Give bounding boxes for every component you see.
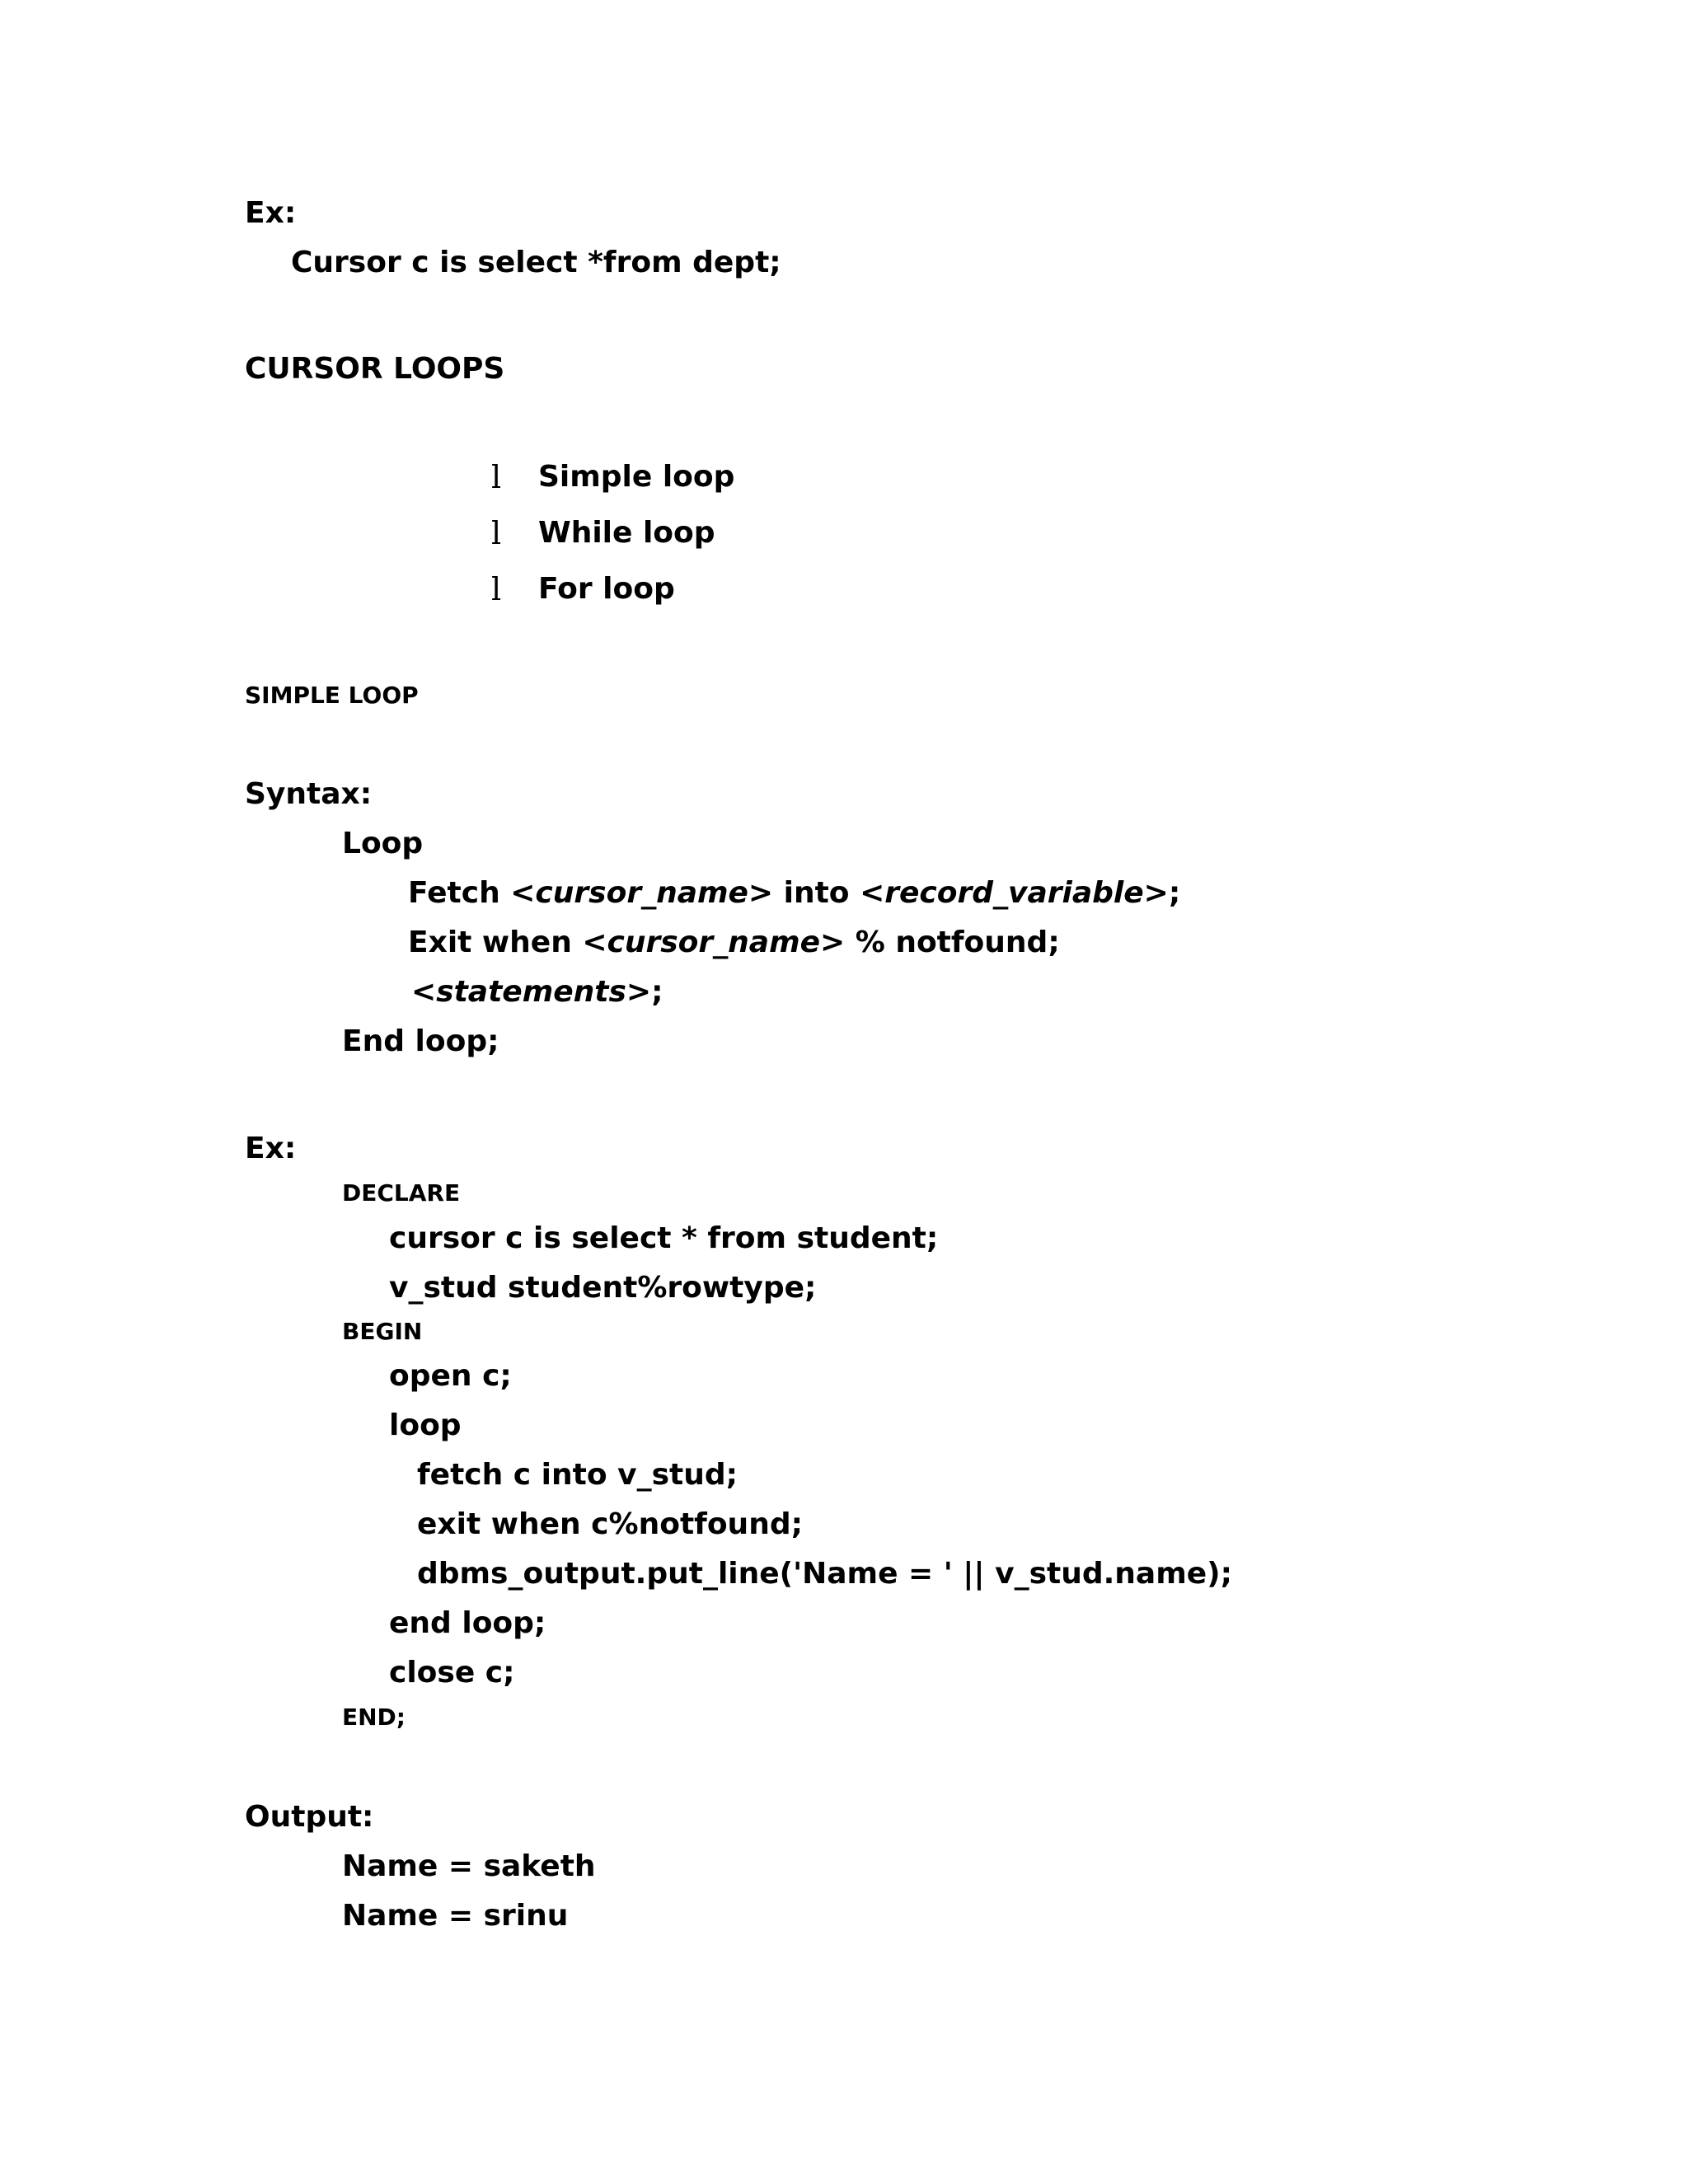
subsection-heading: SIMPLE LOOP: [245, 682, 419, 709]
syntax-statements-line: <statements>;: [411, 975, 663, 1009]
code-line: exit when c%notfound;: [417, 1507, 803, 1541]
code-line: loop: [389, 1408, 462, 1442]
code-line: cursor c is select * from student;: [389, 1221, 939, 1255]
cursor-declaration: Cursor c is select *from dept;: [291, 246, 781, 279]
bullet-icon: l: [491, 571, 502, 607]
code-line: END;: [342, 1704, 406, 1731]
syntax-exit-line: Exit when <cursor_name> % notfound;: [408, 926, 1060, 959]
syntax-fetch-line: Fetch <cursor_name> into <record_variable>;: [408, 876, 1181, 910]
example-label: Ex:: [245, 1132, 297, 1165]
bullet-icon: l: [491, 459, 502, 495]
list-item: For loop: [538, 572, 675, 606]
output-label: Output:: [245, 1800, 374, 1834]
section-heading: CURSOR LOOPS: [245, 352, 505, 386]
code-line: v_stud student%rowtype;: [389, 1271, 817, 1305]
code-line: close c;: [389, 1656, 515, 1690]
code-line: open c;: [389, 1359, 512, 1393]
syntax-loop: Loop: [342, 827, 424, 860]
output-line: Name = saketh: [342, 1849, 596, 1883]
list-item: Simple loop: [538, 460, 735, 494]
ex-label: Ex:: [245, 196, 297, 230]
code-line: fetch c into v_stud;: [417, 1458, 738, 1492]
code-line: DECLARE: [342, 1179, 461, 1207]
code-line: end loop;: [389, 1606, 546, 1640]
output-line: Name = srinu: [342, 1899, 569, 1933]
code-line: BEGIN: [342, 1318, 423, 1345]
list-item: While loop: [538, 516, 715, 550]
code-line: dbms_output.put_line('Name = ' || v_stud.name);: [417, 1557, 1232, 1591]
bullet-icon: l: [491, 515, 502, 551]
syntax-label: Syntax:: [245, 777, 373, 811]
syntax-end-loop: End loop;: [342, 1024, 499, 1058]
